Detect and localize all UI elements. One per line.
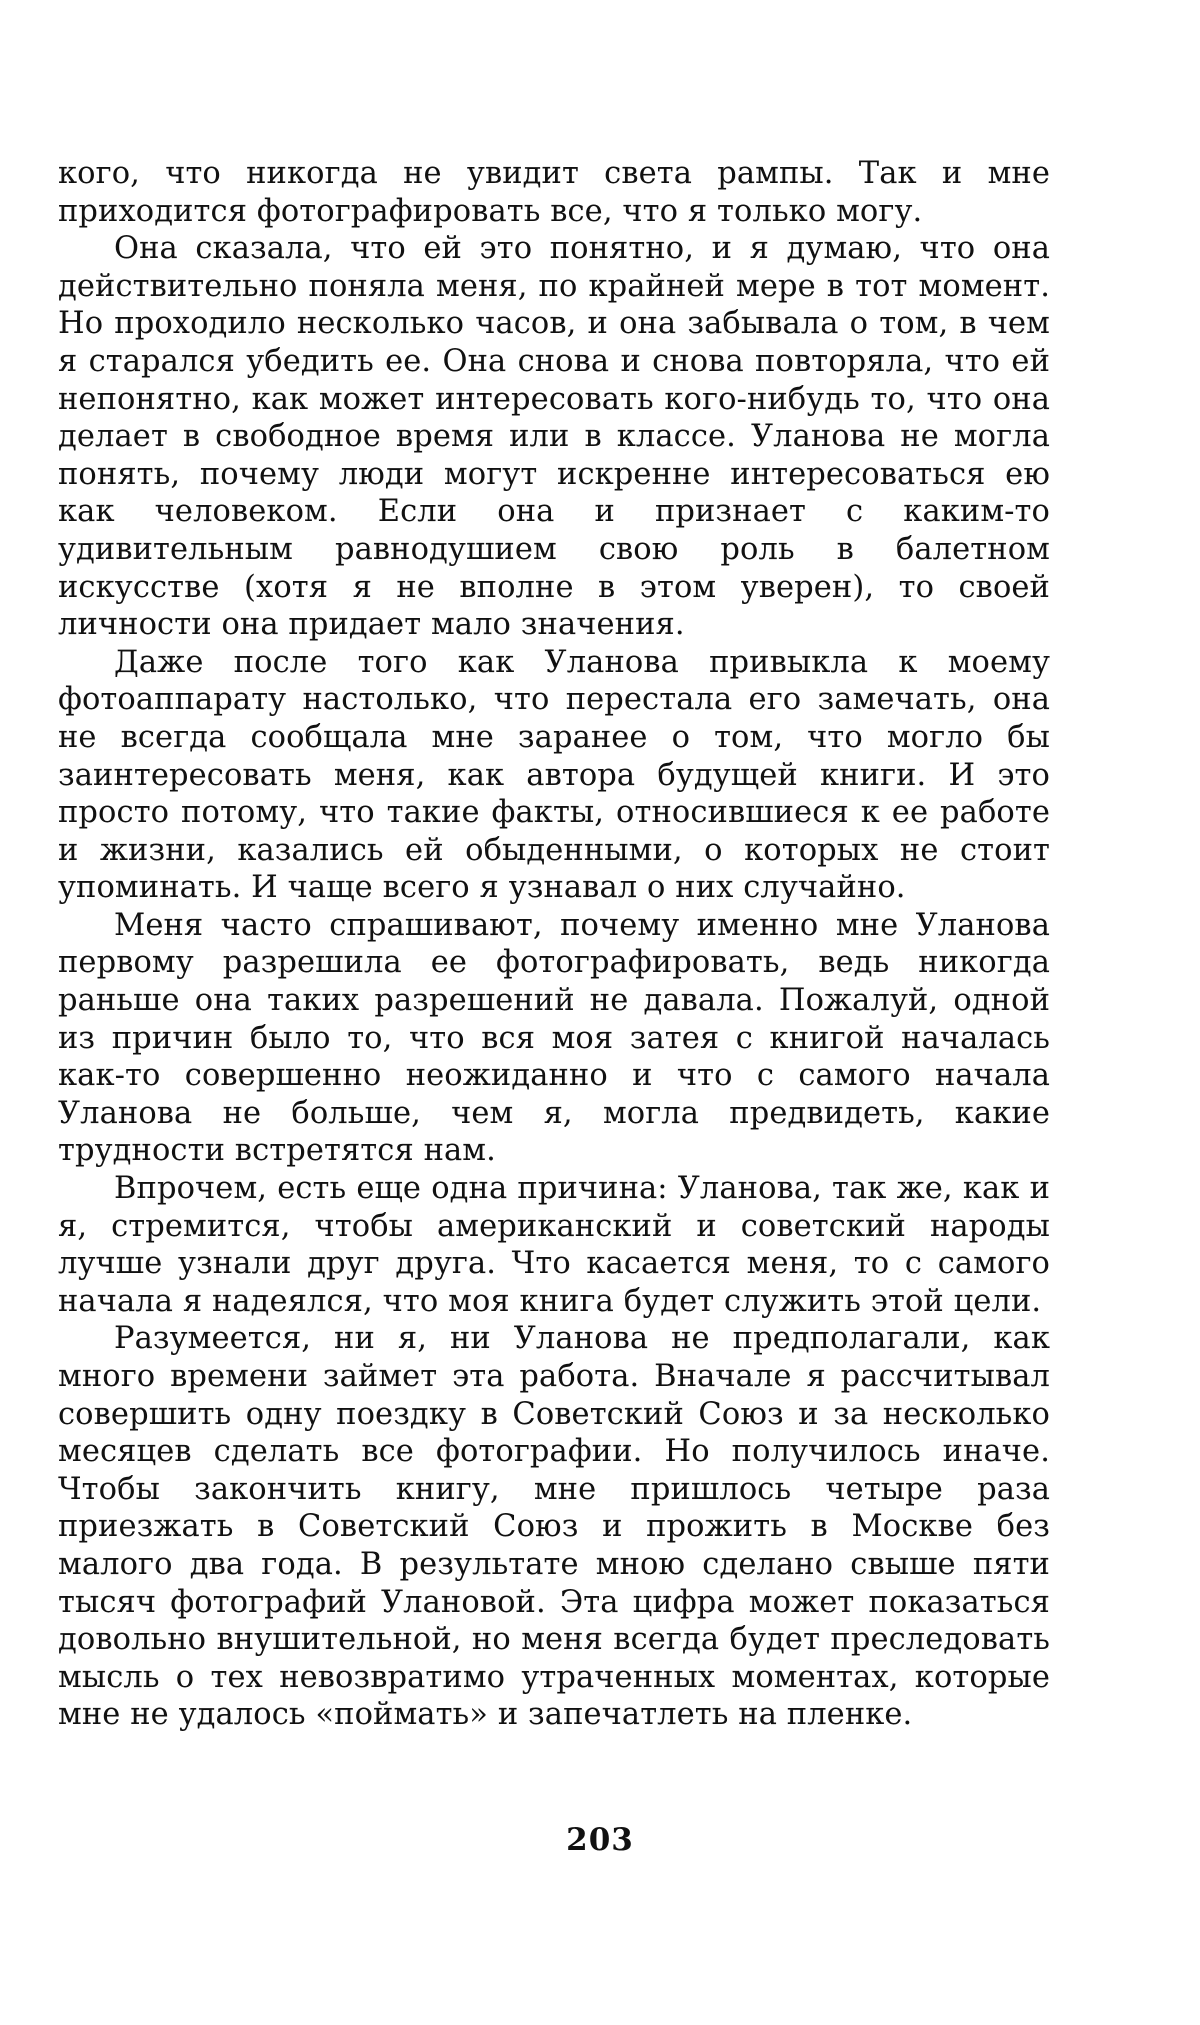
paragraph-5: Впрочем, есть еще одна причина: Уланова, так же, как и я, стремится, чтобы американский и советский народы лучше узнали друг друга. Что касается меня, то с самого начала я надеялся, что моя книга будет служить этой цели.	[58, 1171, 1050, 1319]
page-body	[58, 155, 1050, 1734]
paragraph-3: Даже после того как Уланова привыкла к моему фотоаппарату настолько, что перестала его замечать, она не всегда сообщала мне заранее о том, что могло бы заинтересовать меня, как автора будущей книги. И это просто потому, что такие факты, относившиеся к ее работе и жизни, казались ей обыденными, о которых не стоит упоминать. И чаще всего я узнавал о них случайно.	[58, 644, 1050, 906]
paragraph-6: Разумеется, ни я, ни Уланова не предполагали, как много времени займет эта работа. Вначале я рассчитывал совершить одну поездку в Советский Союз и за несколько месяцев сделать все фотографии. Но получилось иначе. Чтобы закончить книгу, мне пришлось четыре раза приезжать в Советский Союз и прожить в Москве без малого два года. В результате мною сделано свыше пяти тысяч фотографий Улановой. Эта цифра может показаться довольно внушительной, но меня всегда будет преследовать мысль о тех невозвратимо утраченных моментах, которые мне не удалось «поймать» и запечатлеть на пленке.	[58, 1321, 1050, 1733]
paragraph-2: Она сказала, что ей это понятно, и я думаю, что она действительно поняла меня, по крайней мере в тот момент. Но проходило несколько часов, и она забывала о том, в чем я старался убедить ее. Она снова и снова повторяла, что ей непонятно, как может интересовать кого-нибудь то, что она делает в свободное время или в классе. Уланова не могла понять, почему люди могут искренне интересоваться ею как человеком. Если она и признает с каким-то удивительным равнодушием свою роль в балетном искусстве (хотя я не вполне в этом уверен), то своей личности она придает мало значения.	[58, 231, 1050, 643]
paragraph-1: кого, что никогда не увидит света рампы. Так и мне приходится фотографировать все, что я только могу.	[58, 156, 1050, 229]
paragraph-4: Меня часто спрашивают, почему именно мне Уланова первому разрешила ее фотографировать, ведь никогда раньше она таких разрешений не давала. Пожалуй, одной из причин было то, что вся моя затея с книгой началась как-то совершенно неожиданно и что с самого начала Уланова не больше, чем я, могла предвидеть, какие трудности встретятся нам.	[58, 907, 1050, 1169]
page-number: 203	[566, 1822, 634, 1858]
